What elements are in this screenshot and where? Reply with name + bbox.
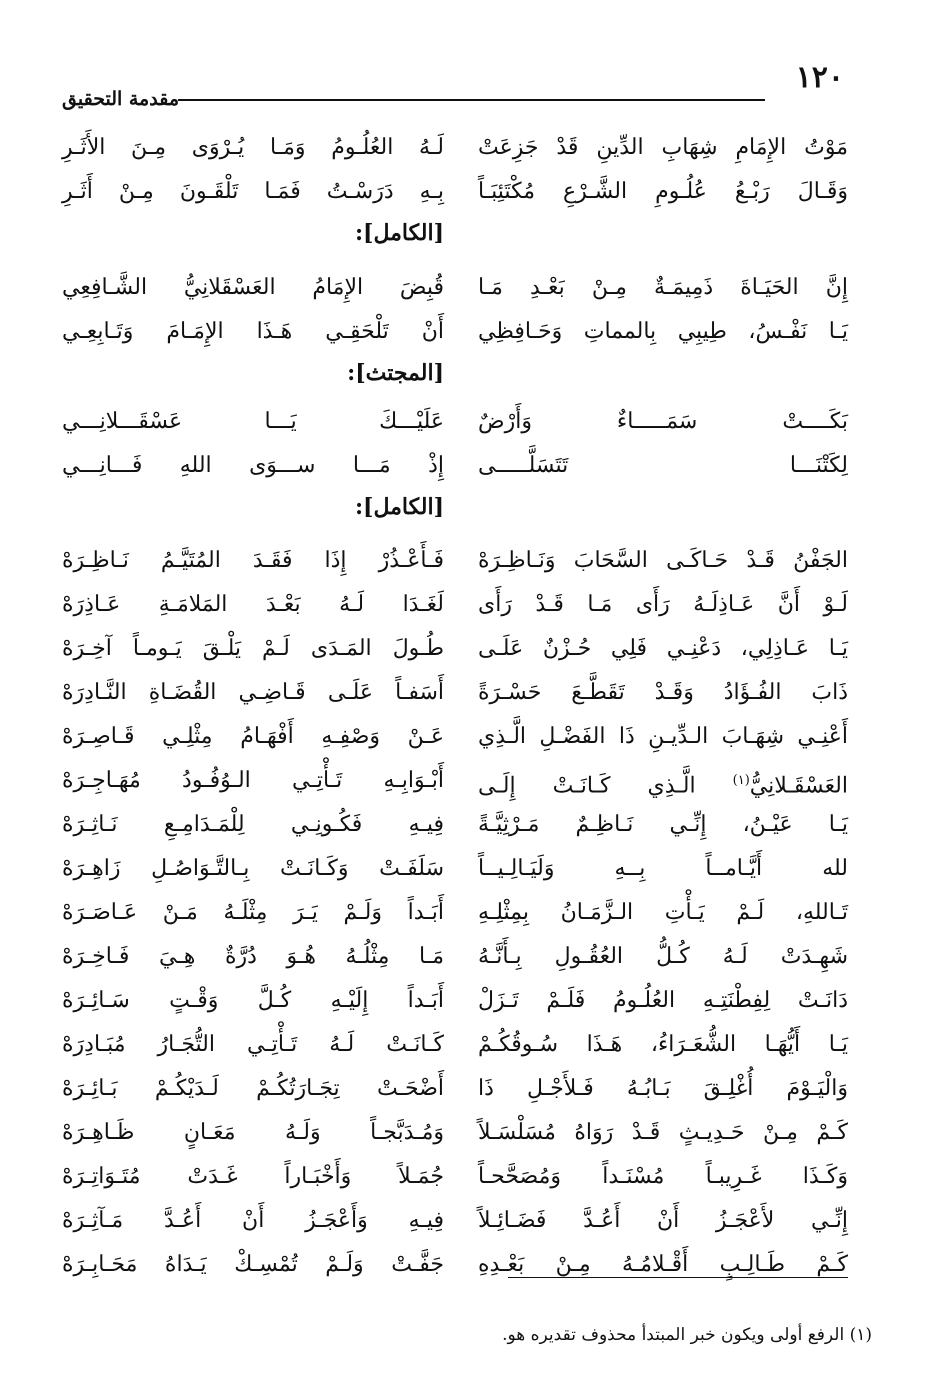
right-stanza-2	[478, 266, 848, 354]
verse-line: إِنَّ الحَيَـاةَ ذَمِيمَـةٌ مِـنْ بَعْـدِ مَـا	[478, 275, 848, 300]
footnote: (١) الرفع أولى ويكون خبر المبتدأ محذوف تقديره هو.	[502, 1325, 872, 1345]
verse-line: الجَفْنُ قَـدْ حَـاكَـى السَّحَابَ وَنَـاظِـرَهْ	[478, 548, 848, 573]
verse-line: جَفَّـتْ وَلَـمْ تُمْسِـكْ يَـدَاهُ مَحَـابِـرَهْ	[62, 1252, 444, 1277]
meter-label: [الكامل]:	[354, 494, 444, 520]
right-stanza-4	[478, 539, 848, 1287]
verse-line: يَـا عَـاذِلِي، دَعْنِـي فَلِي حُـزْنٌ عَلَـى	[478, 636, 848, 661]
verse-line: وَمُـدَبَّجـاً وَلَـهُ مَعَـانٍ ظَـاهِـرَهْ	[62, 1120, 444, 1145]
meter-label: [الكامل]:	[354, 220, 444, 246]
verse-line: أَعْنِـي شِهَـابَ الـدِّيـنِ ذَا الفَضْـلِ الَّـذِي	[478, 724, 848, 749]
verse-line: لَغَـدَا لَـهُ بَعْـدَ المَلامَـةِ عَـاذِرَهْ	[62, 592, 444, 617]
verse-line: تَـاللهِ، لَـمْ يَـأْتِ الـزَّمَـانُ بِمِثْلِـهِ	[478, 900, 848, 925]
verse-line: مَـا مِثْلُـهُ هُـوَ دُرَّةٌ هِـيَ فَـاخِـرَهْ	[62, 944, 444, 969]
verse-line: وَقَـالَ رَبْـعُ عُلُـومِ الشَّـرْعِ مُكْتَئِبَـاً	[478, 179, 848, 204]
running-title: مقدمة التحقيق	[62, 88, 179, 110]
footnote-marker: (١)	[732, 773, 750, 788]
verse-line: لَـهُ العُلُـومُ وَمَـا يُـرْوَى مِـنَ الأَثَـرِ	[62, 135, 444, 160]
verse-line: وَكَـذَا غَـرِيبـاً مُسْنَـداً وَمُصَحَّحـاً	[478, 1164, 848, 1189]
verse-line: طُـولَ المَـدَى لَـمْ يَلْـقَ يَـومـاً آخِـرَهْ	[62, 636, 444, 661]
left-stanza-3	[62, 400, 444, 526]
left-stanza-2	[62, 266, 444, 392]
verse-line: لَـوْ أَنَّ عَـاذِلَـهُ رَأَى مَـا قَـدْ رَأَى	[478, 592, 848, 617]
verse-line: أَبَـداً إِلَيْـهِ كُـلَّ وَقْـتٍ سَـائِـرَهْ	[62, 988, 444, 1013]
verse-line: سَلَفَـتْ وَكَـانَـتْ بِـالتَّـوَاصُـلِ زَاهِـرَهْ	[62, 856, 444, 881]
right-stanza-1	[478, 126, 848, 214]
verse-line: فَـأَعْـذُرْ إِذَا فَقَـدَ المُتَيَّـمُ نَـاظِـرَهْ	[62, 548, 444, 573]
verse-line-with-footnote	[478, 759, 848, 803]
verse-head: العَسْقَـلانِيُّ	[749, 773, 848, 799]
verse-line: أَسَفـاً عَلَـى قَـاضِـي القُضَـاةِ النَّـادِرَهْ	[62, 680, 444, 705]
verse-line: ذَابَ الفُـؤَادُ وَقَـدْ تَقَطَّـعَ حَسْـرَةً	[478, 680, 848, 705]
verse-line: يَـا عَيْـنُ، إِنِّـي نَـاظِـمٌ مَـرْثِيَّـةً	[478, 812, 848, 837]
verse-line: أَبْـوَابِـهِ تَـأْتِـي الـوُفُـودُ مُهَـاجِـرَهْ	[62, 768, 444, 793]
header-rule	[178, 99, 765, 101]
verse-line: إِذْ مَـــا ســـوَى اللهِ فَـــانِـــي	[62, 453, 444, 478]
verse-line: لله أَيَّـامــاً بِــهِ وَلَيَـالِـيــاً	[478, 856, 848, 881]
verse-line: كَـانَـتْ لَـهُ تَـأْتِـي التُّجَـارُ مُبَـادِرَهْ	[62, 1032, 444, 1057]
verse-line: أَضْحَـتْ تِجَـارَتُكُـمْ لَـدَيْكُـمْ بَـائِـرَهْ	[62, 1076, 444, 1101]
left-stanza-4	[62, 539, 444, 1287]
verse-tail: الَّـذِي كَـانَـتْ إِلَـى	[478, 773, 696, 799]
verse-line: مَوْتُ الإِمَامِ شِهَابِ الدِّينِ قَدْ جَزِعَتْ	[478, 135, 848, 160]
verse-line: كَـمْ مِـنْ حَـدِيـثٍ قَـدْ رَوَاهُ مُسَلْسَـلاً	[478, 1120, 848, 1145]
right-stanza-3	[478, 400, 848, 488]
verse-line: إِنِّـي لأَعْجَـزُ أَنْ أَعُـدَّ فَضَـائِـلاً	[478, 1208, 848, 1233]
verse-line: أَبَـداً وَلَـمْ يَـرَ مِثْلَـهُ مَـنْ عَـاصَـرَهْ	[62, 900, 444, 925]
meter-label: [المجتث]:	[347, 360, 444, 386]
verse-line: أَنْ تَلْحَقِـي هَـذَا الإِمَـامَ وَتَـابِعِـي	[62, 319, 444, 344]
verse-line: قُبِضَ الإِمَامُ العَسْقَلانِيُّ الشَّـافِعِي	[62, 275, 444, 300]
verse-line: يَـا أَيُّهَـا الشُّعَـرَاءُ، هَـذَا سُـوقُكُـمْ	[478, 1032, 848, 1057]
verse-line: كَـمْ طَـالِـبٍ أَقْـلامُـهُ مِـنْ بَعْـدِهِ	[478, 1252, 848, 1277]
verse-line: عَـنْ وَصْفِـهِ أَفْهَـامُ مِثْلِـي قَـاصِـرَهْ	[62, 724, 444, 749]
left-stanza-1	[62, 126, 444, 252]
footnote-rule	[508, 1277, 848, 1278]
verse-line: دَانَـتْ لِفِطْنَتِـهِ العُلُـومُ فَلَـمْ تَـزَلْ	[478, 988, 848, 1013]
verse-line: بِـهِ دَرَسْـتُ فَمَـا تَلْقَـونَ مِـنْ أَثَـرِ	[62, 179, 444, 204]
verse-line: فِيـهِ وَأَعْجَـزُ أَنْ أَعُـدَّ مَـآثِـرَهْ	[62, 1208, 444, 1233]
verse-line: شَهِـدَتْ لَـهُ كُـلُّ العُقُـولِ بِـأَنَّـهُ	[478, 944, 848, 969]
verse-line: عَلَيْـــكَ يَـــا عَسْقَـــلانِـــي	[62, 409, 444, 434]
page-number: ١٢٠	[795, 60, 844, 95]
verse-line: فِيـهِ فَكُـونِـي لِلْمَـدَامِـعِ نَـاثِـرَهْ	[62, 812, 444, 837]
verse-line: بَكَــــتْ سَمَـــــاءٌ وَأَرْضٌ	[478, 409, 848, 434]
verse-line: وَالْيَـوْمَ أُغْلِـقَ بَـابُـهُ فَـلأَجْـلِ ذَا	[478, 1076, 848, 1101]
verse-line: جُمَـلاً وَأَخْبَـاراً غَـدَتْ مُتَـوَاتِـرَهْ	[62, 1164, 444, 1189]
verse-line: يَـا نَفْـسُ، طِيبِي بِالمماتِ وَحَـافِظِي	[478, 319, 848, 344]
verse-line: لِكَتْنَـــا تَتَسَلَّـــــى	[478, 453, 848, 478]
